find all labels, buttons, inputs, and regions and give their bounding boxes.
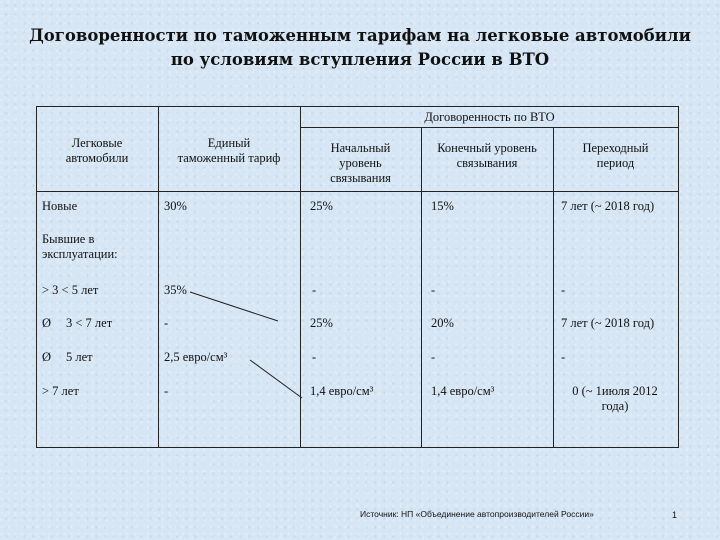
header-cars: Легковые автомобили (65, 136, 129, 165)
row-7-final: 1,4 евро/см³ (431, 384, 495, 398)
header-tariff: Единый таможенный тариф (177, 136, 281, 165)
page-number: 1 (672, 510, 678, 520)
connector-line-1 (190, 292, 278, 321)
row-3-5-initial: - (312, 283, 317, 297)
row-3-5-final: - (431, 283, 436, 297)
header-initial-level: Начальный уровень связывания (330, 141, 391, 185)
row-7-tariff: - (164, 384, 169, 398)
header-transition-period: Переходный период (582, 141, 649, 170)
row-5-period: - (561, 350, 566, 364)
source-note: Источник: НП «Объединение автопроизводителей России» (360, 509, 594, 519)
row-3-7-bullet: Ø (42, 316, 52, 330)
row-3-7-initial: 25% (310, 316, 333, 330)
row-3-5-label: > 3 < 5 лет (42, 283, 99, 297)
row-7-label: > 7 лет (42, 384, 79, 398)
row-5-final: - (431, 350, 436, 364)
group-header: Договоренность по ВТО (424, 110, 555, 124)
row-5-label: 5 лет (66, 350, 93, 364)
title-line-1: Договоренности по таможенным тарифам на легковые автомобили (29, 26, 691, 45)
connector-line-2 (250, 360, 302, 398)
row-3-5-period: - (561, 283, 566, 297)
row-7-period: 0 (~ 1июля 2012 года) (572, 384, 658, 413)
row-new-label: Новые (42, 199, 78, 213)
row-new-tariff: 30% (164, 199, 187, 213)
row-5-tariff: 2,5 евро/см³ (164, 350, 228, 364)
row-3-7-final: 20% (431, 316, 454, 330)
row-5-initial: - (312, 350, 317, 364)
row-3-7-label: 3 < 7 лет (66, 316, 113, 330)
row-used-label: Бывшие в эксплуатации: (42, 232, 118, 261)
row-3-7-tariff: - (164, 316, 169, 330)
row-new-period: 7 лет (~ 2018 год) (561, 199, 655, 213)
row-new-final: 15% (431, 199, 454, 213)
header-final-level: Конечный уровень связывания (437, 141, 537, 170)
row-7-initial: 1,4 евро/см³ (310, 384, 374, 398)
title-line-2: по условиям вступления России в ВТО (170, 50, 550, 69)
row-3-5-tariff: 35% (164, 283, 187, 297)
row-3-7-period: 7 лет (~ 2018 год) (561, 316, 655, 330)
row-5-bullet: Ø (42, 350, 52, 364)
row-new-initial: 25% (310, 199, 333, 213)
